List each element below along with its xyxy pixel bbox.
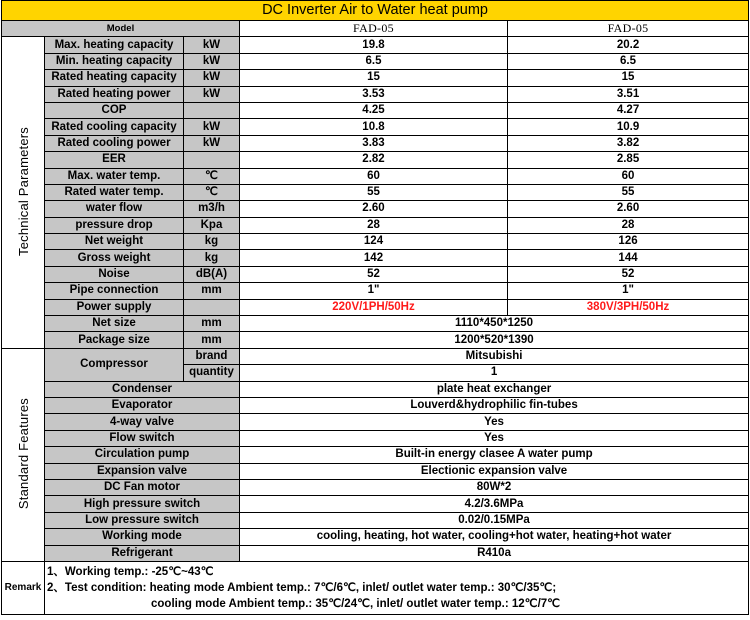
value-model-2: 144	[508, 250, 749, 266]
value-shared: 1200*520*1390	[240, 332, 749, 348]
table-row	[2, 512, 749, 528]
feature-value: 80W*2	[240, 479, 749, 495]
feature-name: Working mode	[45, 529, 240, 545]
value-model-2: 10.9	[508, 119, 749, 135]
value-model-1: 60	[240, 168, 508, 184]
param-unit: kW	[184, 70, 240, 86]
feature-name: DC Fan motor	[45, 479, 240, 495]
remark-row	[2, 561, 749, 614]
feature-name: Circulation pump	[45, 447, 240, 463]
table-row	[2, 463, 749, 479]
param-unit: mm	[184, 316, 240, 332]
value-model-1: 3.83	[240, 135, 508, 151]
param-unit: mm	[184, 332, 240, 348]
table-row	[2, 119, 749, 135]
feature-value: Louverd&hydrophilic fin-tubes	[240, 397, 749, 413]
section-label: Technical Parameters	[15, 126, 31, 256]
table-row	[2, 430, 749, 446]
value-model-1: 3.53	[240, 86, 508, 102]
value-model-2: 1"	[508, 283, 749, 299]
remark-line: 1、Working temp.: -25℃~43℃	[47, 565, 214, 578]
table-row	[2, 414, 749, 430]
param-unit: ℃	[184, 168, 240, 184]
table-row	[2, 152, 749, 168]
param-name: Pipe connection	[45, 283, 184, 299]
feature-value: Electionic expansion valve	[240, 463, 749, 479]
param-unit: kW	[184, 37, 240, 53]
table-row	[2, 397, 749, 413]
param-name: Power supply	[45, 299, 184, 315]
value-model-2: 52	[508, 266, 749, 282]
table-row	[2, 545, 749, 561]
table-title: DC Inverter Air to Water heat pump	[2, 1, 749, 21]
feature-value: plate heat exchanger	[240, 381, 749, 397]
param-name: Max. water temp.	[45, 168, 184, 184]
value-model-2: 20.2	[508, 37, 749, 53]
param-unit: kW	[184, 119, 240, 135]
table-row	[2, 283, 749, 299]
param-unit: kW	[184, 53, 240, 69]
feature-name: Flow switch	[45, 430, 240, 446]
value-model-2: 60	[508, 168, 749, 184]
value-model-2: 380V/3PH/50Hz	[508, 299, 749, 315]
feature-name: High pressure switch	[45, 496, 240, 512]
value-model-2: 15	[508, 70, 749, 86]
value-shared: 1110*450*1250	[240, 316, 749, 332]
spec-table	[1, 0, 749, 615]
feature-name: 4-way valve	[45, 414, 240, 430]
param-name: Net weight	[45, 234, 184, 250]
value-shared: Mitsubishi	[240, 348, 749, 364]
value-model-2: 28	[508, 217, 749, 233]
section-standard-features	[2, 348, 45, 561]
feature-value: 0.02/0.15MPa	[240, 512, 749, 528]
param-name: Max. heating capacity	[45, 37, 184, 53]
value-model-1: 19.8	[240, 37, 508, 53]
table-row	[2, 447, 749, 463]
param-unit: ℃	[184, 184, 240, 200]
param-sublabel: quantity	[184, 365, 240, 381]
table-row	[2, 316, 749, 332]
table-row	[2, 348, 749, 364]
table-row	[2, 201, 749, 217]
table-row	[2, 299, 749, 315]
param-unit: kW	[184, 86, 240, 102]
table-row	[2, 266, 749, 282]
table-row	[2, 184, 749, 200]
param-unit: mm	[184, 283, 240, 299]
value-model-1: 4.25	[240, 102, 508, 118]
value-model-1: 2.82	[240, 152, 508, 168]
table-row	[2, 381, 749, 397]
feature-value: R410a	[240, 545, 749, 561]
param-unit: kW	[184, 135, 240, 151]
value-model-2: 3.82	[508, 135, 749, 151]
remark-line: cooling mode Ambient temp.: 35℃/24℃, inlet/ outlet water temp.: 12℃/7℃	[151, 597, 561, 610]
value-model-2: 126	[508, 234, 749, 250]
value-model-1: 124	[240, 234, 508, 250]
table-row	[2, 234, 749, 250]
param-name: Gross weight	[45, 250, 184, 266]
value-model-2: 3.51	[508, 86, 749, 102]
value-shared: 1	[240, 365, 749, 381]
section-label: Standard Features	[15, 397, 31, 509]
remark-content	[45, 561, 749, 614]
feature-value: Yes	[240, 430, 749, 446]
value-model-2: 2.60	[508, 201, 749, 217]
table-row	[2, 70, 749, 86]
table-row	[2, 102, 749, 118]
table-row	[2, 168, 749, 184]
param-unit	[184, 299, 240, 315]
value-model-1: 15	[240, 70, 508, 86]
feature-value: Yes	[240, 414, 749, 430]
param-unit: dB(A)	[184, 266, 240, 282]
feature-name: Refrigerant	[45, 545, 240, 561]
model-name-2: FAD-05	[508, 21, 749, 37]
value-model-1: 220V/1PH/50Hz	[240, 299, 508, 315]
param-name: Noise	[45, 266, 184, 282]
remark-label: Remark	[2, 561, 45, 614]
table-row	[2, 496, 749, 512]
value-model-2: 4.27	[508, 102, 749, 118]
feature-value: cooling, heating, hot water, cooling+hot water, heating+hot water	[240, 529, 749, 545]
table-row	[2, 135, 749, 151]
value-model-1: 52	[240, 266, 508, 282]
param-unit: kg	[184, 250, 240, 266]
table-row	[2, 529, 749, 545]
table-row	[2, 332, 749, 348]
param-sublabel: brand	[184, 348, 240, 364]
section-technical-parameters	[2, 37, 45, 348]
value-model-1: 10.8	[240, 119, 508, 135]
feature-name: Expansion valve	[45, 463, 240, 479]
param-name: Rated cooling power	[45, 135, 184, 151]
value-model-1: 55	[240, 184, 508, 200]
value-model-1: 1"	[240, 283, 508, 299]
table-row	[2, 53, 749, 69]
table-row	[2, 217, 749, 233]
value-model-2: 2.85	[508, 152, 749, 168]
model-name-1: FAD-05	[240, 21, 508, 37]
feature-name: Condenser	[45, 381, 240, 397]
feature-name: Evaporator	[45, 397, 240, 413]
table-row	[2, 250, 749, 266]
feature-name: Low pressure switch	[45, 512, 240, 528]
param-name: Rated heating capacity	[45, 70, 184, 86]
param-unit: kg	[184, 234, 240, 250]
feature-value: Built-in energy clasee A water pump	[240, 447, 749, 463]
param-name: Net size	[45, 316, 184, 332]
param-name: Rated heating power	[45, 86, 184, 102]
param-name: Package size	[45, 332, 184, 348]
value-model-2: 6.5	[508, 53, 749, 69]
param-name: pressure drop	[45, 217, 184, 233]
param-name: water flow	[45, 201, 184, 217]
value-model-2: 55	[508, 184, 749, 200]
param-unit	[184, 102, 240, 118]
value-model-1: 142	[240, 250, 508, 266]
param-name: Min. heating capacity	[45, 53, 184, 69]
feature-value: 4.2/3.6MPa	[240, 496, 749, 512]
remark-line: 2、Test condition: heating mode Ambient temp.: 7℃/6℃, inlet/ outlet water temp.: 30℃/35℃;	[47, 581, 557, 594]
param-unit: m3/h	[184, 201, 240, 217]
param-name: COP	[45, 102, 184, 118]
param-unit: Kpa	[184, 217, 240, 233]
param-name: Compressor	[45, 348, 184, 381]
param-unit	[184, 152, 240, 168]
value-model-1: 28	[240, 217, 508, 233]
param-name: EER	[45, 152, 184, 168]
param-name: Rated cooling capacity	[45, 119, 184, 135]
param-name: Rated water temp.	[45, 184, 184, 200]
table-row	[2, 86, 749, 102]
table-row	[2, 479, 749, 495]
table-row	[2, 37, 749, 53]
model-label: Model	[2, 21, 240, 37]
value-model-1: 6.5	[240, 53, 508, 69]
value-model-1: 2.60	[240, 201, 508, 217]
